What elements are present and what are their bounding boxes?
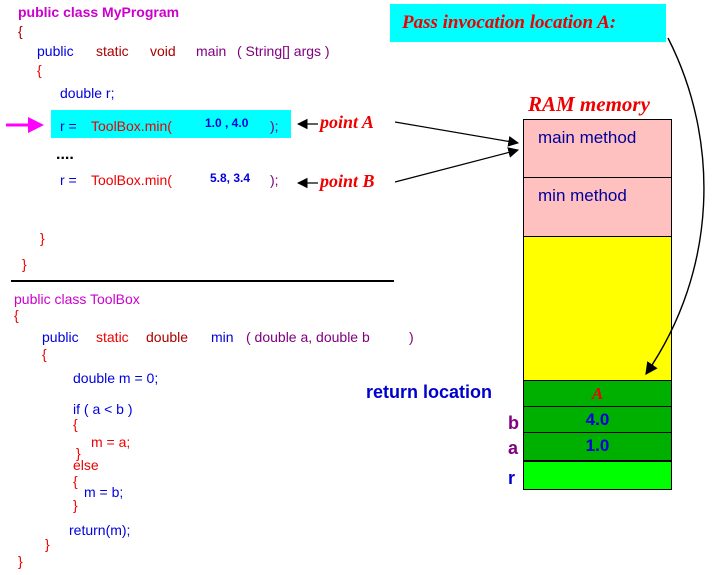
min-decl-m: double m = 0; [73,370,159,386]
return-statement: return(m); [69,522,131,538]
banner-text: Pass invocation location A: [402,12,617,33]
main-public-keyword: public [37,43,74,59]
myprogram-class-header: public class MyProgram [18,4,180,20]
ram-title: RAM memory [528,92,650,116]
point-b-to-main-arrow [395,150,518,182]
main-static-keyword: static [96,43,129,59]
min-method-label: min method [538,186,627,205]
call-b-args: 5.8, 3.4 [210,171,251,185]
if-close-brace: } [76,445,81,461]
min-open-brace: { [42,346,47,362]
point-a-label: point A [320,112,374,132]
assign-m-b: m = b; [84,484,124,500]
current-line-pointer-arrow [6,117,44,133]
call-a-assign: r = [60,118,77,134]
min-double-keyword: double [146,329,189,345]
return-location-value: A [591,384,604,403]
main-method-name: main [196,43,227,59]
param-a-label: a [508,438,519,458]
var-r-label: r [508,468,516,488]
toolbox-class-header: public class ToolBox [14,291,140,307]
if-condition: if ( a < b ) [73,401,133,417]
main-method-label: main method [538,128,637,147]
if-open-brace: { [73,416,78,432]
param-b-value: 4.0 [585,410,610,429]
param-b-label: b [508,413,519,433]
pass-location-arrow [646,38,704,374]
min-static-keyword: static [96,329,129,345]
else-keyword: else [73,457,99,473]
else-close-brace: } [73,497,78,513]
main-open-brace: { [37,62,42,78]
call-b-assign: r = [60,172,77,188]
return-location-label: return location [366,382,493,402]
assign-m-a: m = a; [91,434,131,450]
point-b-label: point B [320,171,375,191]
main-void-keyword: void [150,43,176,59]
call-b-function: ToolBox.min( [91,172,172,188]
point-a-to-main-arrow [395,122,518,143]
else-open-brace: { [73,473,78,489]
toolbox-close-brace: } [18,553,23,569]
param-a-value: 1.0 [585,436,610,455]
main-decl-r: double r; [60,85,115,101]
myprogram-open-brace: { [18,23,23,39]
min-params-close: ) [409,329,414,345]
ellipsis-dots: .... [56,146,74,163]
min-public-keyword: public [42,329,79,345]
min-close-brace: } [45,536,50,552]
call-b-close: ); [270,172,279,188]
min-params: ( double a, double b [246,329,370,345]
call-a-close: ); [270,118,279,134]
call-a-function: ToolBox.min( [91,118,172,134]
main-close-brace: } [40,230,45,246]
myprogram-close-brace: } [22,256,27,272]
min-method-name: min [211,329,234,345]
call-a-args: 1.0 , 4.0 [205,116,249,130]
main-params: ( String[] args ) [237,43,330,59]
toolbox-open-brace: { [14,307,19,323]
